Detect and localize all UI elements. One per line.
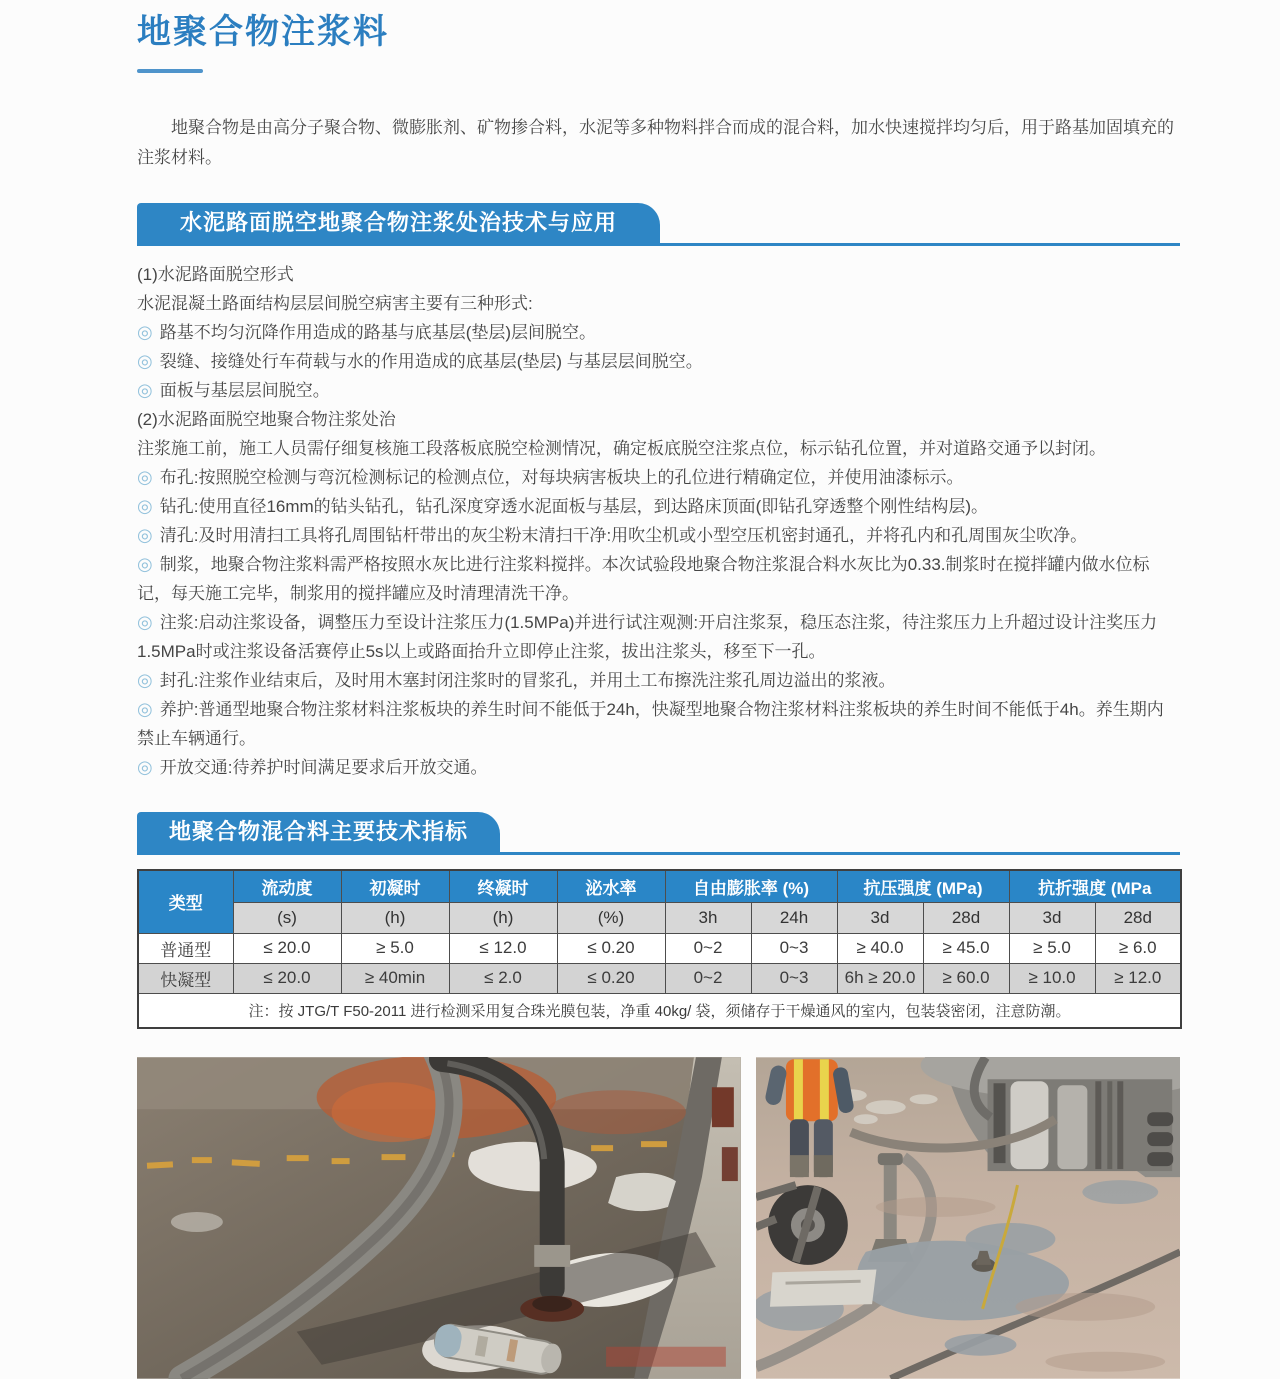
bullet-ring-icon: ◎: [137, 350, 153, 371]
paragraph-text: 面板与基层层间脱空。: [159, 380, 330, 400]
paragraph-text: 清孔:及时用清扫工具将孔周围钻杆带出的灰尘粉末清扫干净:用吹尘机或小型空压机密封通孔，并将孔内和孔周围灰尘吹净。: [159, 525, 1088, 545]
paragraph-text: 注浆施工前，施工人员需仔细复核施工段落板底脱空检测情况，确定板底脱空注浆点位，标示钻孔位置，并对道路交通予以封闭。: [137, 438, 1106, 458]
section1-paragraph-list: [137, 260, 1180, 782]
table-note: 注：按 JTG/T F50-2011 进行检测采用复合珠光膜包装，净重 40kg/ 袋，须储存于干燥通风的室内，包装袋密闭，注意防潮。: [138, 993, 1181, 1028]
title-underline-dash: [137, 69, 203, 73]
bullet-ring-icon: ◎: [137, 495, 153, 516]
paragraph-text: 布孔:按照脱空检测与弯沉检测标记的检测点位，对每块病害板块上的孔位进行精确定位，并使用油漆标示。: [159, 467, 964, 487]
col-subheader: (%): [557, 902, 665, 933]
value-cell: ≥ 10.0: [1009, 963, 1095, 993]
col-group-header: 抗压强度 (MPa): [837, 870, 1009, 903]
table-subheader-row: [138, 902, 1181, 933]
section1-banner-row: [137, 203, 1180, 246]
col-subheader: (h): [341, 902, 449, 933]
value-cell: 0~3: [751, 933, 837, 963]
paragraph-text: 注浆:启动注浆设备，调整压力至设计注浆压力(1.5MPa)并进行试注观测:开启注浆泵，稳压态注浆，待注浆压力上升超过设计注奖压力1.5MPa时或注浆设备活赛停止5s以上或路面抬升立即停止注浆，拔出注浆头，移至下一孔。: [137, 612, 1158, 661]
value-cell: ≥ 40min: [341, 963, 449, 993]
bullet-ring-icon: ◎: [137, 524, 153, 545]
value-cell: 0~2: [665, 963, 751, 993]
value-cell: 0~2: [665, 933, 751, 963]
row-type-cell: 普通型: [138, 933, 233, 963]
table-row: [138, 963, 1181, 993]
col-subheader: 28d: [1095, 902, 1181, 933]
col-group-header: 终凝时: [449, 870, 557, 903]
body-paragraph: [137, 405, 1180, 434]
value-cell: ≥ 5.0: [1009, 933, 1095, 963]
bullet-ring-icon: ◎: [137, 321, 153, 342]
bullet-paragraph: [137, 753, 1180, 782]
body-paragraph: [137, 260, 1180, 289]
col-group-header: 流动度: [233, 870, 341, 903]
col-subheader: 3d: [1009, 902, 1095, 933]
col-group-header: 初凝时: [341, 870, 449, 903]
paragraph-text: 路基不均匀沉降作用造成的路基与底基层(垫层)层间脱空。: [159, 322, 597, 342]
col-subheader: 3d: [837, 902, 923, 933]
value-cell: ≥ 60.0: [923, 963, 1009, 993]
bullet-ring-icon: ◎: [137, 466, 153, 487]
value-cell: ≥ 40.0: [837, 933, 923, 963]
value-cell: 6h ≥ 20.0: [837, 963, 923, 993]
value-cell: ≤ 0.20: [557, 963, 665, 993]
col-subheader: (h): [449, 902, 557, 933]
row-type-cell: 快凝型: [138, 963, 233, 993]
paragraph-text: 开放交通:待养护时间满足要求后开放交通。: [159, 757, 488, 777]
bullet-ring-icon: ◎: [137, 553, 153, 574]
paragraph-text: (1)水泥路面脱空形式: [137, 264, 294, 284]
page-title: 地聚合物注浆料: [137, 13, 389, 51]
value-cell: ≤ 12.0: [449, 933, 557, 963]
value-cell: ≤ 20.0: [233, 933, 341, 963]
value-cell: 0~3: [751, 963, 837, 993]
bullet-paragraph: [137, 666, 1180, 695]
paragraph-text: 钻孔:使用直径16mm的钻头钻孔，钻孔深度穿透水泥面板与基层，到达路床顶面(即钻孔穿透整个刚性结构层)。: [159, 496, 988, 516]
col-header-type: 类型: [138, 870, 233, 934]
body-paragraph: [137, 434, 1180, 463]
paragraph-text: 封孔:注浆作业结束后，及时用木塞封闭注浆时的冒浆孔，并用土工布擦洗注浆孔周边溢出的浆液。: [159, 670, 896, 690]
bullet-paragraph: [137, 318, 1180, 347]
value-cell: ≤ 2.0: [449, 963, 557, 993]
value-cell: ≥ 6.0: [1095, 933, 1181, 963]
paragraph-text: 制浆，地聚合物注浆料需严格按照水灰比进行注浆料搅拌。本次试验段地聚合物注浆混合料水灰比为0.33.制浆时在搅拌罐内做水位标记，每天施工完毕，制浆用的搅拌罐应及时清理清洗干净。: [137, 554, 1150, 603]
paragraph-text: 养护:普通型地聚合物注浆材料注浆板块的养生时间不能低于24h，快凝型地聚合物注浆材料注浆板块的养生时间不能低于4h。养生期内禁止车辆通行。: [137, 699, 1164, 748]
value-cell: ≥ 45.0: [923, 933, 1009, 963]
col-subheader: 24h: [751, 902, 837, 933]
value-cell: ≤ 0.20: [557, 933, 665, 963]
bullet-ring-icon: ◎: [137, 756, 153, 777]
section2-banner-row: [137, 812, 1180, 855]
bullet-ring-icon: ◎: [137, 669, 153, 690]
value-cell: ≥ 12.0: [1095, 963, 1181, 993]
paragraph-text: (2)水泥路面脱空地聚合物注浆处治: [137, 409, 396, 429]
col-group-header: 泌水率: [557, 870, 665, 903]
photo-grouting-hose-on-pavement: [137, 1057, 741, 1379]
col-subheader: 28d: [923, 902, 1009, 933]
section1-heading-banner: 水泥路面脱空地聚合物注浆处治技术与应用: [137, 203, 660, 243]
spec-table-wrap: [137, 869, 1180, 1029]
bullet-paragraph: [137, 492, 1180, 521]
bullet-paragraph: [137, 521, 1180, 550]
paragraph-text: 水泥混凝土路面结构层层间脱空病害主要有三种形式:: [137, 293, 533, 313]
section2-heading-banner: 地聚合物混合料主要技术指标: [137, 812, 500, 852]
bullet-paragraph: [137, 550, 1180, 608]
body-paragraph: [137, 289, 1180, 318]
value-cell: ≤ 20.0: [233, 963, 341, 993]
bullet-ring-icon: ◎: [137, 698, 153, 719]
col-group-header: 抗折强度 (MPa: [1009, 870, 1181, 903]
bullet-paragraph: [137, 695, 1180, 753]
bullet-ring-icon: ◎: [137, 379, 153, 400]
bullet-paragraph: [137, 347, 1180, 376]
paragraph-text: 裂缝、接缝处行车荷载与水的作用造成的底基层(垫层) 与基层层间脱空。: [159, 351, 703, 371]
value-cell: ≥ 5.0: [341, 933, 449, 963]
bullet-paragraph: [137, 463, 1180, 492]
bullet-paragraph: [137, 608, 1180, 666]
spec-table: [137, 869, 1182, 1029]
col-subheader: 3h: [665, 902, 751, 933]
bullet-paragraph: [137, 376, 1180, 405]
col-group-header: 自由膨胀率 (%): [665, 870, 837, 903]
table-row: [138, 933, 1181, 963]
bullet-ring-icon: ◎: [137, 611, 153, 632]
intro-paragraph: 地聚合物是由高分子聚合物、微膨胀剂、矿物掺合料，水泥等多种物料拌合而成的混合料，加水快速搅拌均匀后，用于路基加固填充的注浆材料。: [137, 117, 1174, 167]
table-note-row: [138, 993, 1181, 1028]
photo-row: [137, 1057, 1180, 1379]
table-header-row: [138, 870, 1181, 903]
photo-construction-grouting-site: [756, 1057, 1180, 1379]
document-page: [137, 0, 1180, 1379]
col-subheader: (s): [233, 902, 341, 933]
